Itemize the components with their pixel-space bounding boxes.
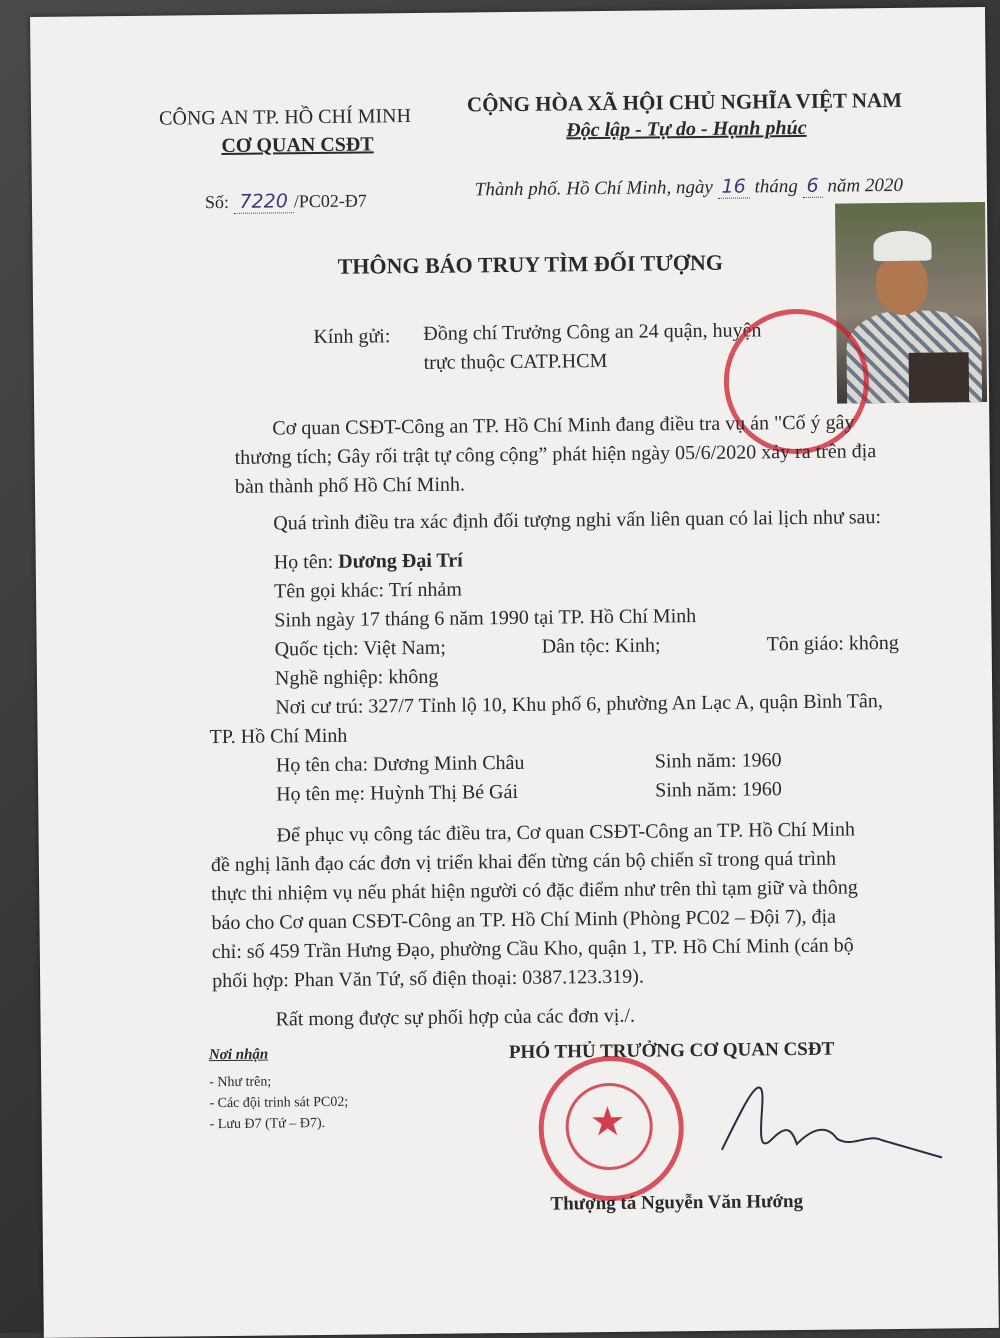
subject-religion: Tôn giáo: không: [766, 631, 899, 656]
subject-father: Họ tên cha: Dương Minh Châu: [275, 751, 525, 777]
stamp-star-icon: ★: [589, 1098, 626, 1146]
subject-father-birth: Sinh năm: 1960: [654, 749, 782, 773]
subject-birth: Sinh ngày 17 tháng 6 năm 1990 tại TP. Hồ Chí Minh: [274, 605, 697, 632]
subject-occupation: Nghề nghiệp: không: [274, 665, 439, 690]
signer-position: PHÓ THỦ TRƯỞNG CƠ QUAN CSĐT: [508, 1038, 835, 1064]
para1-line2: thương tích; Gây rối trật tự công cộng” phát hiện ngày 05/6/2020 xảy ra trên địa: [234, 440, 877, 469]
agency-department: CƠ QUAN CSĐT: [221, 133, 374, 158]
para3-line4: báo cho Cơ quan CSĐT-Công an TP. Hồ Chí Minh (Phòng PC02 – Đội 7), địa: [211, 905, 837, 935]
para3-line5: chỉ: số 459 Trần Hưng Đạo, phường Cầu Kho, quận 1, TP. Hồ Chí Minh (cán bộ: [211, 934, 854, 964]
para1-line1: Cơ quan CSĐT-Công an TP. Hồ Chí Minh đang điều tra vụ án "Cố ý gây: [272, 411, 855, 440]
subject-mother: Họ tên mẹ: Huỳnh Thị Bé Gái: [276, 780, 519, 806]
subject-nationality: Quốc tịch: Việt Nam;: [274, 636, 446, 661]
para3-line2: đề nghị lãnh đạo các đơn vị triển khai đến từng cán bộ chiến sĩ trong quá trình: [210, 847, 837, 877]
document-title: THÔNG BÁO TRUY TÌM ĐỐI TƯỢNG: [337, 249, 724, 279]
subject-mother-birth: Sinh năm: 1960: [655, 778, 782, 802]
para1-line3: bàn thành phố Hồ Chí Minh.: [234, 473, 466, 498]
para3-line1: Để phục vụ công tác điều tra, Cơ quan CSĐT-Công an TP. Hồ Chí Minh: [276, 818, 856, 847]
date-month: 6: [802, 175, 822, 198]
recipients-item: - Như trên;: [209, 1074, 272, 1091]
recipient-label: Kính gửi:: [313, 325, 391, 349]
para3-line6: phối hợp: Phan Văn Tứ, số điện thoại: 0387.123.319).: [212, 965, 645, 993]
date-year: năm 2020: [827, 174, 904, 197]
date-month-label: tháng: [754, 175, 798, 198]
motto: Độc lập - Tự do - Hạnh phúc: [566, 116, 807, 142]
recipients-item: - Các đội trinh sát PC02;: [209, 1094, 349, 1112]
subject-alias: Tên gọi khác: Trí nhảm: [273, 578, 462, 603]
subject-name-label: Họ tên:: [273, 550, 334, 574]
subject-name-value: Dương Đại Trí: [338, 549, 463, 573]
recipients-label: Nơi nhận: [208, 1046, 269, 1064]
number-handwritten: 7220: [233, 190, 294, 214]
para2: Quá trình điều tra xác định đối tượng nghi vấn liên quan có lai lịch như sau:: [273, 506, 882, 535]
agency-name: CÔNG AN TP. HỒ CHÍ MINH: [158, 105, 412, 130]
date-day: 16: [718, 175, 750, 198]
signer-name: Thượng tá Nguyễn Văn Hướng: [550, 1190, 804, 1215]
recipient-line1: Đồng chí Trưởng Công an 24 quận, huyện: [423, 319, 762, 345]
recipient-line2: trực thuộc CATP.HCM: [423, 349, 608, 374]
official-stamp-signature: [538, 1055, 685, 1202]
country-name: CỘNG HÒA XÃ HỘI CHỦ NGHĨA VIỆT NAM: [466, 87, 903, 117]
date-prefix: Thành phố. Hồ Chí Minh, ngày: [474, 176, 713, 201]
subject-ethnicity: Dân tộc: Kinh;: [541, 634, 661, 658]
number-suffix: /PC02-Đ7: [293, 190, 367, 212]
recipients-item: - Lưu Đ7 (Tứ – Đ7).: [209, 1115, 326, 1133]
document-number: [205, 189, 367, 213]
subject-residence-line1: Nơi cư trú: 327/7 Tỉnh lộ 10, Khu phố 6, phường An Lạc A, quận Bình Tân,: [275, 690, 883, 719]
subject-residence-line2: TP. Hồ Chí Minh: [209, 724, 348, 749]
closing-line: Rất mong được sự phối hợp của các đơn vị./.: [275, 1004, 636, 1031]
number-label: Số:: [204, 191, 230, 213]
subject-name: [274, 549, 463, 574]
document-page: [30, 7, 999, 1338]
para3-line3: thực thi nhiệm vụ nếu phát hiện người có đặc điểm như trên thì tạm giữ và thông: [211, 876, 858, 906]
document-date: [475, 174, 903, 201]
signature: [701, 1067, 962, 1180]
